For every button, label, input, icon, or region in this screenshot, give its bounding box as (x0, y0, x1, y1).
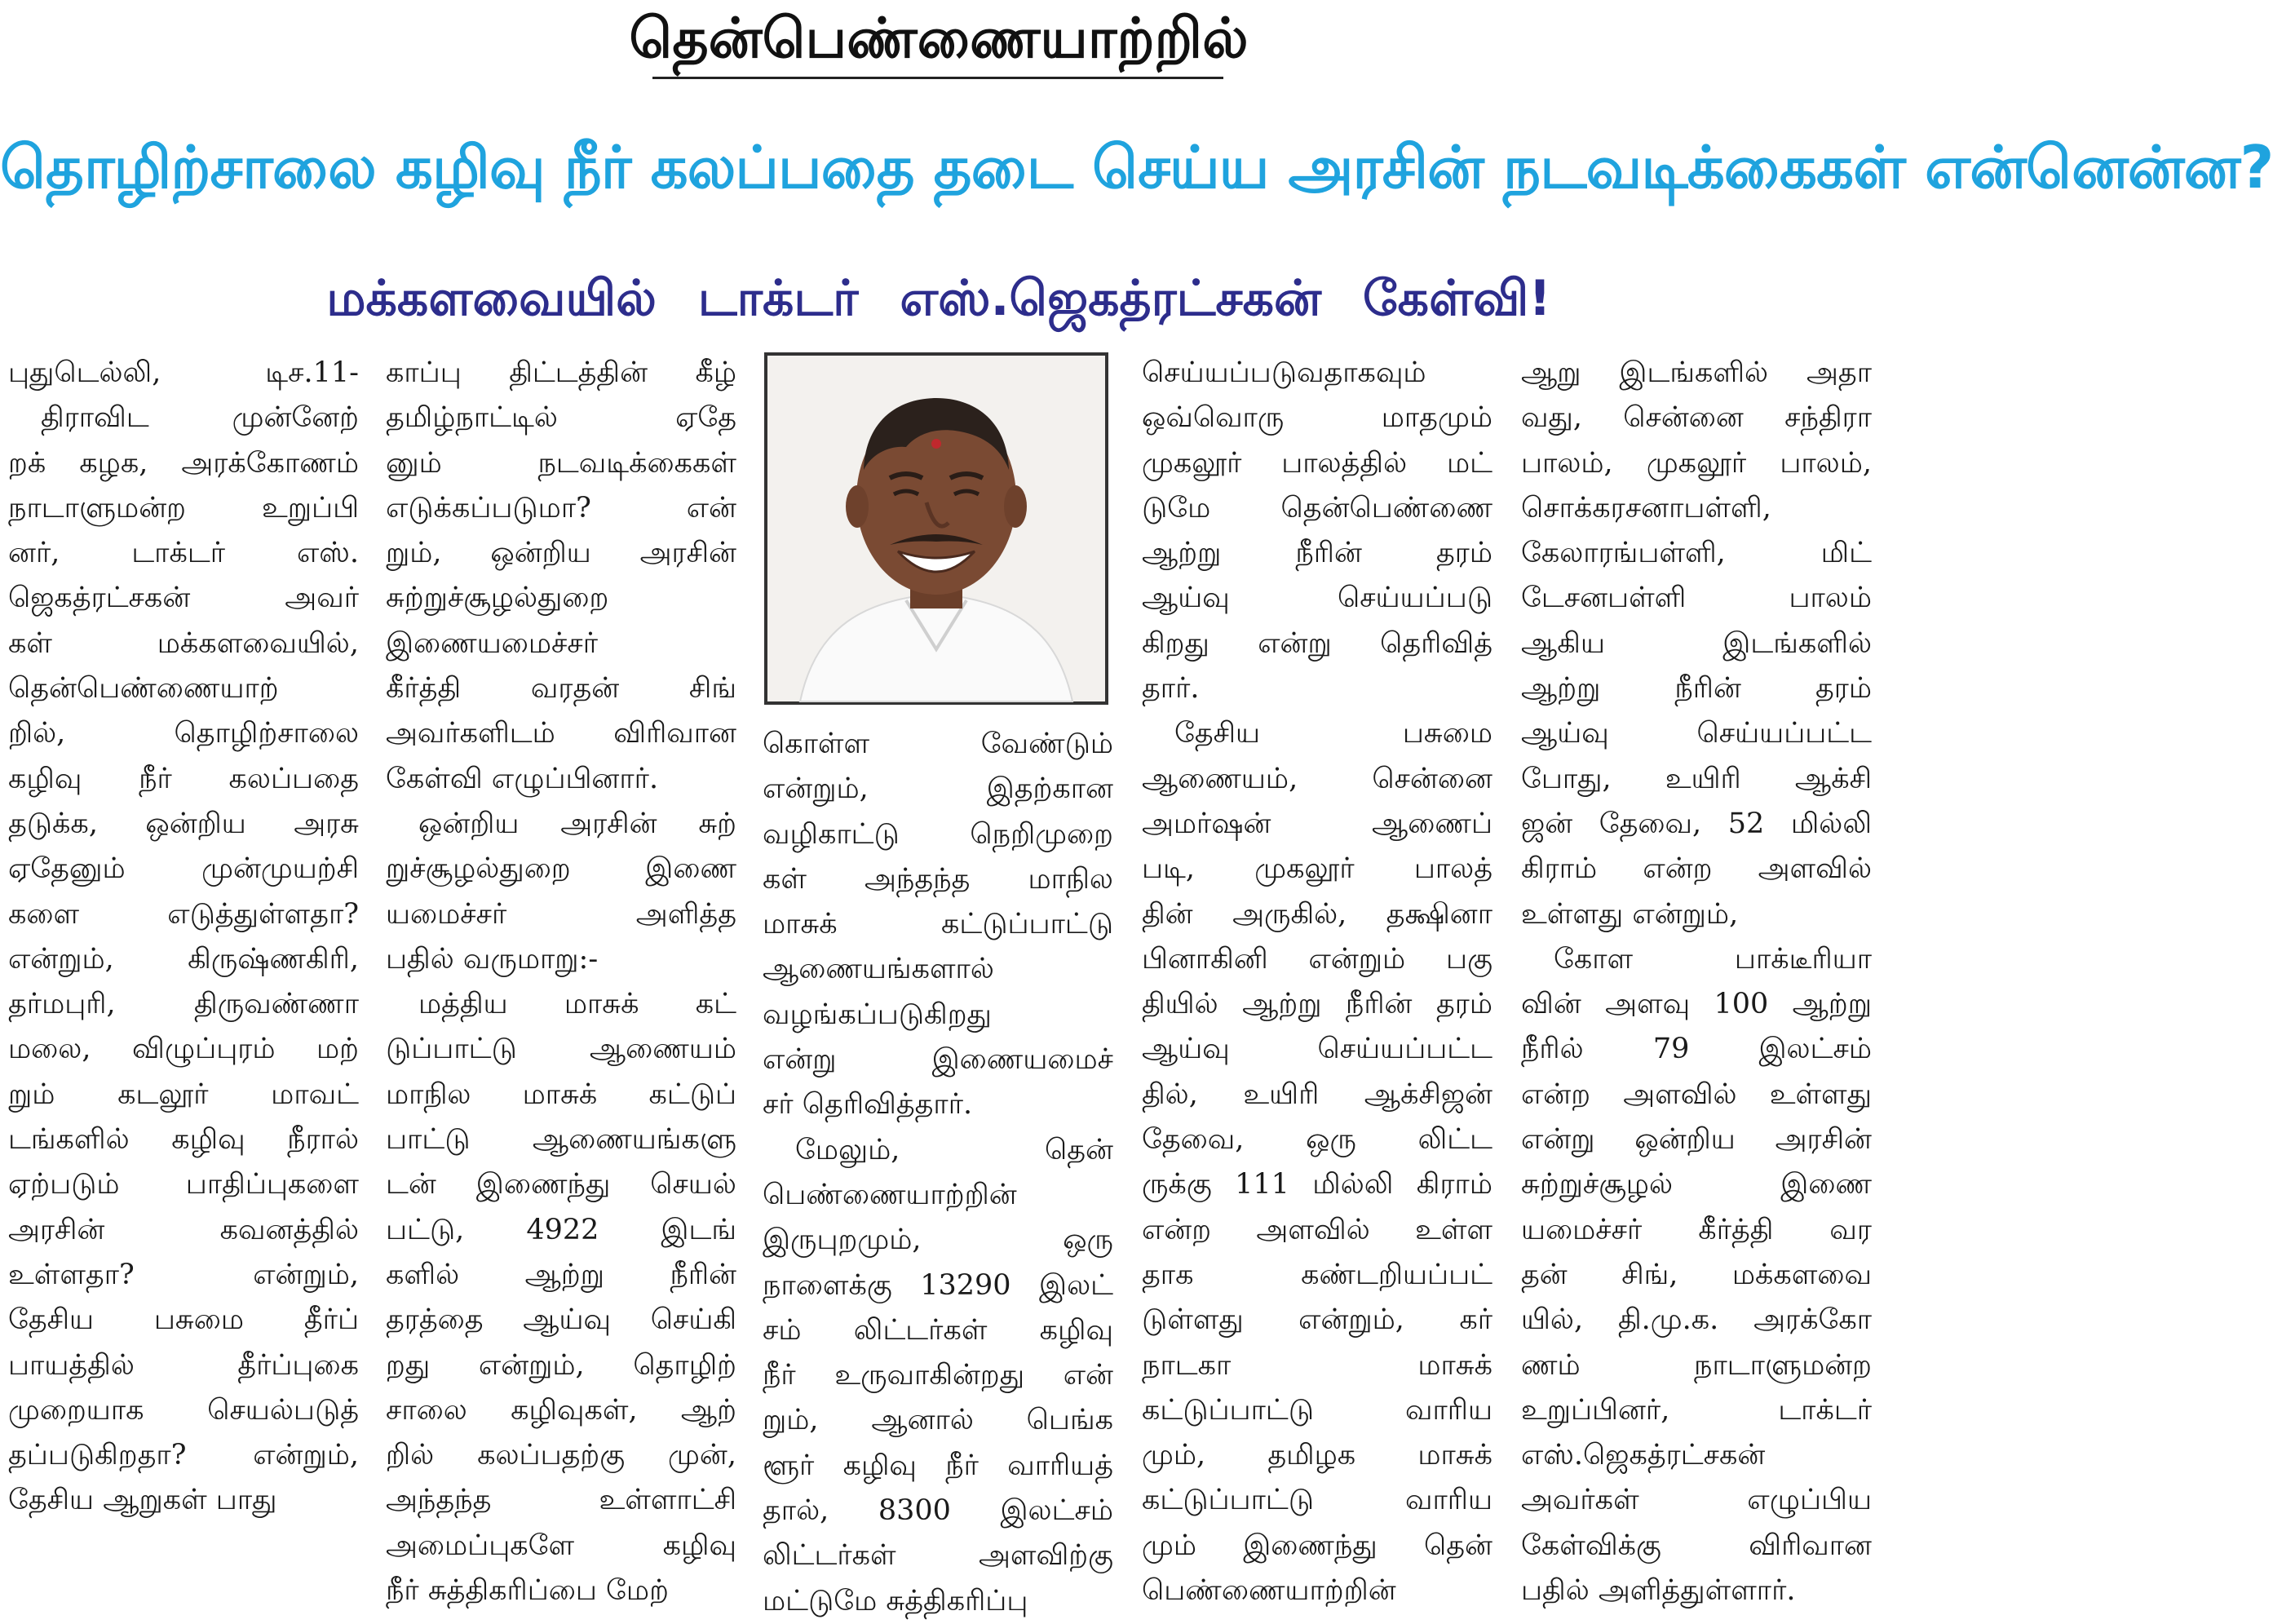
article-line: கொள்ள வேண்டும் (763, 728, 1113, 760)
article-line: கேலாரங்பள்ளி, மிட் (1521, 537, 1872, 570)
article-line: ஏற்படும் பாதிப்புகளை (8, 1168, 359, 1201)
article-line: தன் சிங், மக்களவை (1521, 1258, 1872, 1291)
article-line: யமைச்சர் அளித்த (386, 897, 736, 931)
article-line: யில், தி.மு.க. அரக்கோ (1521, 1303, 1872, 1337)
article-line: நாடகா மாசுக் (1142, 1348, 1492, 1382)
article-line: பெண்ணையாற்றின் (1142, 1574, 1396, 1608)
article-line: மலை, விழுப்புரம் மற் (8, 1033, 359, 1066)
article-line: பதில் வருமாறு:- (386, 942, 599, 976)
article-line: கட்டுப்பாட்டு வாரிய (1142, 1393, 1492, 1427)
article-line: யமைச்சர் கீர்த்தி வர (1521, 1213, 1872, 1246)
article-line: பாட்டு ஆணையங்களு (386, 1123, 736, 1157)
article-line: ருக்கு 111 மில்லி கிராம் (1142, 1168, 1492, 1201)
article-line: திராவிட முன்னேற் (41, 401, 359, 435)
article-line: உறுப்பினர், டாக்டர் (1521, 1393, 1872, 1427)
article-line: பினாகினி என்றும் பகு (1142, 942, 1492, 976)
article-line: தப்படுகிறதா? என்றும், (8, 1439, 359, 1472)
article-line: தேசிய பசுமை தீர்ப் (8, 1303, 359, 1337)
article-line: கேள்விக்கு விரிவான (1521, 1529, 1872, 1562)
article-line: டங்களில் கழிவு நீரால் (8, 1123, 359, 1157)
article-line: னும் நடவடிக்கைகள் (386, 446, 736, 480)
section-kicker: தென்பெண்ணையாற்றில் (629, 7, 1249, 71)
article-line: புதுடெல்லி, டிச.11- (8, 356, 359, 389)
article-line: எஸ்.ஜெகத்ரட்சகன் (1521, 1439, 1766, 1472)
article-line: ஆற்று நீரின் தரம் (1142, 537, 1492, 570)
article-line: தின் அருகில், தக்ஷினா (1142, 897, 1492, 931)
article-line: என்று இணையமைச் (763, 1043, 1113, 1077)
article-line: வின் அளவு 100 ஆற்று (1521, 988, 1872, 1021)
article-line: பெண்ணையாற்றின் (763, 1178, 1017, 1211)
article-column-1 (8, 351, 359, 1617)
article-line: மேலும், தென் (795, 1133, 1113, 1166)
article-line: காப்பு திட்டத்தின் கீழ் (386, 356, 736, 389)
subheadline: மக்களவையில் டாக்டர் எஸ்.ஜெகத்ரட்சகன் கேள்வி! (326, 270, 1551, 327)
article-line: தேவை, ஒரு லிட்ட (1142, 1123, 1492, 1157)
article-line: ஜன் தேவை, 52 மில்லி (1521, 807, 1872, 840)
article-line: நீர் உருவாகின்றது என் (763, 1359, 1113, 1392)
article-line: ஆய்வு செய்யப்பட்ட (1142, 1033, 1492, 1066)
article-line: தார். (1142, 672, 1200, 706)
article-line: மத்திய மாசுக் கட் (418, 988, 736, 1021)
article-line: போது, உயிரி ஆக்சி (1521, 762, 1872, 795)
article-line: கேள்வி எழுப்பினார். (386, 762, 659, 795)
article-line: சுற்றுச்சூழல் இணை (1521, 1168, 1872, 1201)
article-line: பதில் அளித்துள்ளார். (1521, 1574, 1796, 1608)
article-line: அந்தந்த உள்ளாட்சி (386, 1484, 736, 1517)
article-line: அரசின் கவனத்தில் (8, 1213, 359, 1246)
article-line: தியில் ஆற்று நீரின் தரம் (1142, 988, 1492, 1021)
article-line: நாளைக்கு 13290 இலட் (763, 1268, 1113, 1302)
article-line: களை எடுத்துள்ளதா? (8, 897, 359, 931)
article-line: என்று ஒன்றிய அரசின் (1521, 1123, 1872, 1157)
article-line: றும் கடலூர் மாவட் (8, 1078, 359, 1111)
article-line: பட்டு, 4922 இடங் (386, 1213, 736, 1246)
article-line: சாலை கழிவுகள், ஆற் (386, 1393, 736, 1427)
article-line: இருபுறமும், ஒரு (763, 1224, 1113, 1257)
article-line: ஒன்றிய அரசின் சுற் (418, 807, 736, 840)
article-line: தாக கண்டறியப்பட் (1142, 1258, 1492, 1291)
article-line: என்றும், இதற்கான (763, 772, 1113, 806)
article-line: டுப்பாட்டு ஆணையம் (386, 1033, 736, 1066)
article-line: தில், உயிரி ஆக்சிஜன் (1142, 1078, 1492, 1111)
article-line: ஜெகத்ரட்சகன் அவர் (8, 582, 359, 615)
article-line: கிராம் என்ற அளவில் (1521, 852, 1872, 886)
article-line: ஆற்று நீரின் தரம் (1521, 672, 1872, 706)
article-line: மும், தமிழக மாசுக் (1142, 1439, 1492, 1472)
article-line: தரத்தை ஆய்வு செய்கி (386, 1303, 736, 1337)
article-line: லிட்டர்கள் அளவிற்கு (763, 1539, 1113, 1573)
article-line: னர், டாக்டர் எஸ். (8, 537, 359, 570)
article-line: முகலூர் பாலத்தில் மட் (1142, 446, 1492, 480)
article-column-5 (1521, 351, 1872, 1617)
article-line: நீரில் 79 இலட்சம் (1521, 1033, 1872, 1066)
article-line: டுமே தென்பெண்ணை (1142, 491, 1492, 524)
article-line: சம் லிட்டர்கள் கழிவு (763, 1313, 1113, 1347)
article-line: தமிழ்நாட்டில் ஏதே (386, 401, 736, 435)
article-line: தேசிய ஆறுகள் பாது (8, 1484, 277, 1517)
article-line: படி, முகலூர் பாலத் (1142, 852, 1492, 886)
article-line: தடுக்க, ஒன்றிய அரசு (8, 807, 359, 840)
article-line: கள் மக்களவையில், (8, 626, 359, 660)
article-line: நாடாளுமன்ற உறுப்பி (8, 491, 359, 524)
article-line: வழங்கப்படுகிறது (763, 998, 992, 1031)
article-line: என்ற அளவில் உள்ள (1142, 1213, 1492, 1246)
article-line: கோள பாக்டீரியா (1554, 942, 1872, 976)
article-line: களில் ஆற்று நீரின் (386, 1258, 736, 1291)
article-column-2 (386, 351, 736, 1617)
article-line: வது, சென்னை சந்திரா (1521, 401, 1872, 435)
article-line: ஏதேனும் முன்முயற்சி (8, 852, 359, 886)
article-line: ஆணையம், சென்னை (1142, 762, 1492, 795)
article-line: ஒவ்வொரு மாதமும் (1142, 401, 1492, 435)
article-line: உள்ளதா? என்றும், (8, 1258, 359, 1291)
article-line: தேசிய பசுமை (1174, 717, 1492, 750)
portrait-photo (764, 352, 1108, 705)
article-line: வழிகாட்டு நெறிமுறை (763, 817, 1113, 851)
article-line: கழிவு நீர் கலப்பதை (8, 762, 359, 795)
article-line: றக் கழக, அரக்கோணம் (8, 446, 359, 480)
article-line: டுள்ளது என்றும், கர் (1142, 1303, 1492, 1337)
article-line: றில், தொழிற்சாலை (8, 717, 359, 750)
article-line: இணையமைச்சர் (386, 626, 599, 660)
article-line: பாயத்தில் தீர்ப்புகை (8, 1348, 359, 1382)
article-line: றும், ஆனால் பெங்க (763, 1404, 1113, 1437)
article-line: அவர்கள் எழுப்பிய (1521, 1484, 1872, 1517)
article-line: கட்டுப்பாட்டு வாரிய (1142, 1484, 1492, 1517)
article-line: டன் இணைந்து செயல் (386, 1168, 736, 1201)
article-line: றும், ஒன்றிய அரசின் (386, 537, 736, 570)
article-line: தால், 8300 இலட்சம் (763, 1494, 1113, 1528)
article-line: றுச்சூழல்துறை இணை (386, 852, 736, 886)
article-line: கிறது என்று தெரிவித் (1142, 626, 1492, 660)
article-line: அமர்ஷன் ஆணைப் (1142, 807, 1492, 840)
article-line: என்ற அளவில் உள்ளது (1521, 1078, 1872, 1111)
article-line: பாலம், முகலூர் பாலம், (1521, 446, 1872, 480)
article-column-3 (763, 722, 1113, 1617)
article-line: சர் தெரிவித்தார். (763, 1088, 973, 1122)
article-line: ஆணையங்களால் (763, 953, 994, 986)
article-line: மாநில மாசுக் கட்டுப் (386, 1078, 736, 1111)
article-line: அவர்களிடம் விரிவான (386, 717, 736, 750)
article-line: றது என்றும், தொழிற் (386, 1348, 736, 1382)
article-line: முறையாக செயல்படுத் (8, 1393, 359, 1427)
article-line: ளூர் கழிவு நீர் வாரியத் (763, 1449, 1113, 1482)
article-line: றில் கலப்பதற்கு முன், (386, 1439, 736, 1472)
article-line: அமைப்புகளே கழிவு (386, 1529, 736, 1562)
article-line: ணம் நாடாளுமன்ற (1521, 1348, 1872, 1382)
article-line: ஆய்வு செய்யப்படு (1142, 582, 1492, 615)
article-line: மும் இணைந்து தென் (1142, 1529, 1492, 1562)
article-line: ஆய்வு செய்யப்பட்ட (1521, 717, 1872, 750)
headline: தொழிற்சாலை கழிவு நீர் கலப்பதை தடை செய்ய அரசின் நடவடிக்கைகள் என்னென்ன? (0, 133, 2273, 201)
article-line: எடுக்கப்படுமா? என் (386, 491, 736, 524)
article-line: தென்பெண்ணையாற் (8, 672, 279, 706)
article-line: டேசனபள்ளி பாலம் (1521, 582, 1872, 615)
article-line: செய்யப்படுவதாகவும் (1142, 356, 1426, 389)
article-line: என்றும், கிருஷ்ணகிரி, (8, 942, 359, 976)
article-line: தர்மபுரி, திருவண்ணா (8, 988, 359, 1021)
kicker-underline (652, 77, 1223, 79)
article-line: சுற்றுச்சூழல்துறை (386, 582, 609, 615)
article-line: கள் அந்தந்த மாநில (763, 862, 1113, 896)
article-line: ஆகிய இடங்களில் (1521, 626, 1872, 660)
article-line: சொக்கரசனாபள்ளி, (1521, 491, 1771, 524)
article-line: மட்டுமே சுத்திகரிப்பு (763, 1584, 1028, 1617)
portrait-illustration (767, 356, 1105, 701)
article-line: ஆறு இடங்களில் அதா (1521, 356, 1872, 389)
article-line: நீர் சுத்திகரிப்பை மேற் (386, 1574, 669, 1608)
article-line: மாசுக் கட்டுப்பாட்டு (763, 908, 1113, 941)
article-line: உள்ளது என்றும், (1521, 897, 1739, 931)
article-column-4 (1142, 351, 1492, 1617)
article-line: கீர்த்தி வரதன் சிங் (386, 672, 736, 706)
